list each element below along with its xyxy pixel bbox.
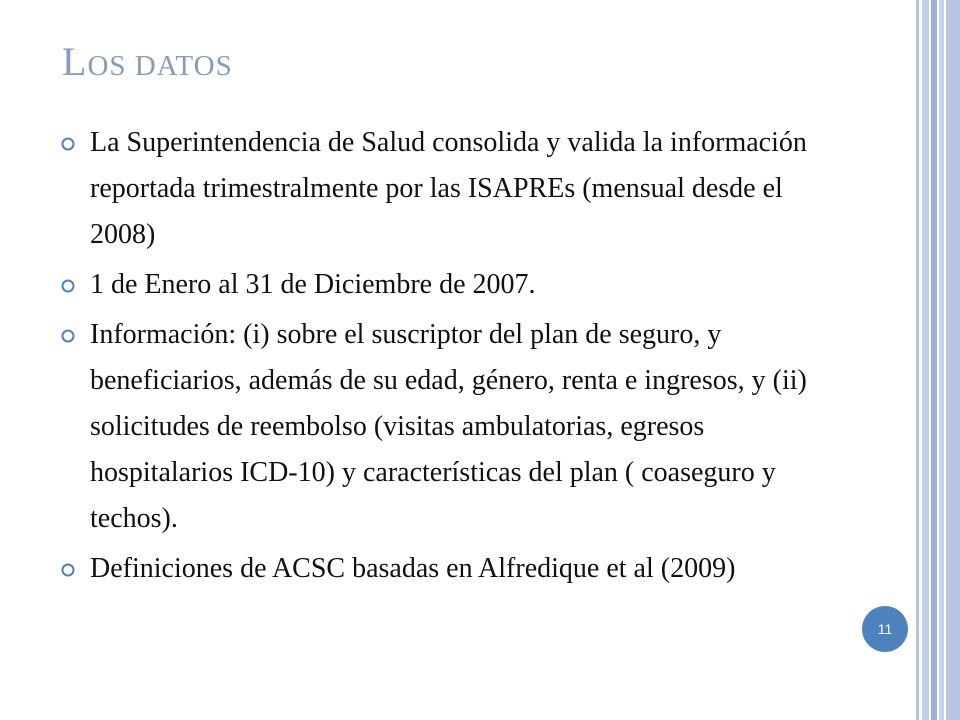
hollow-circle-icon: [60, 562, 76, 578]
decorative-stripe: [939, 0, 944, 720]
decorative-stripe: [922, 0, 929, 720]
page-number-badge: [862, 606, 908, 652]
decorative-stripe: [931, 0, 937, 720]
bullet-text: Información: (i) sobre el suscriptor del plan de seguro, y beneficiarios, además de su edad, género, renta e ingresos, y (ii) solicitudes de reembolso (visitas ambulatorias, egresos hospitalarios ICD-10) y características del plan ( coaseguro y techos).: [90, 319, 807, 534]
list-item: [58, 312, 828, 542]
decorative-stripe: [916, 0, 919, 720]
list-item: [58, 262, 828, 308]
list-item: [58, 546, 828, 592]
decorative-stripe: [946, 0, 960, 720]
page-number: 11: [877, 621, 893, 637]
hollow-circle-icon: [60, 136, 76, 152]
slide-title-initial: L: [62, 39, 88, 84]
list-item: [58, 120, 828, 258]
bullet-text: La Superintendencia de Salud consolida y valida la información reportada trimestralmente por las ISAPREs (mensual desde el 2008): [90, 127, 807, 250]
slide-title-rest: OS DATOS: [87, 50, 233, 82]
hollow-circle-icon: [60, 328, 76, 344]
bullet-text: Definiciones de ACSC basadas en Alfredique et al (2009): [90, 553, 736, 584]
hollow-circle-icon: [60, 278, 76, 294]
slide-title: [62, 38, 233, 85]
bullet-text: 1 de Enero al 31 de Diciembre de 2007.: [90, 269, 536, 300]
bullet-list: [58, 120, 828, 596]
